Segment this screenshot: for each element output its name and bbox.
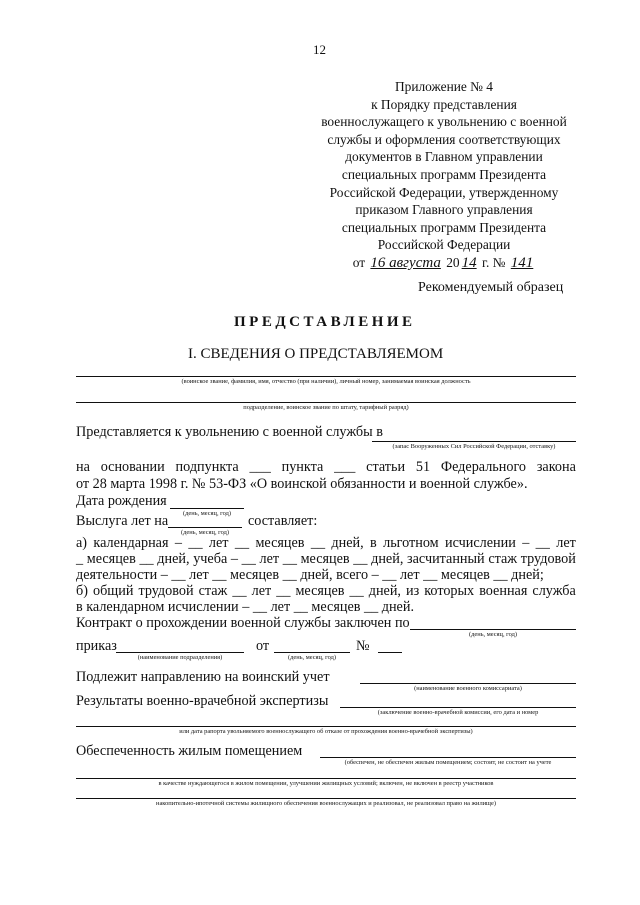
date-prefix: от bbox=[352, 254, 366, 270]
handwritten-order-number: 141 bbox=[510, 254, 534, 271]
basis-line-2: от 28 марта 1998 г. № 53-ФЗ «О воинской обязанности и военной службе». bbox=[76, 476, 528, 492]
appendix-line: военнослужащего к увольнению с военной bbox=[321, 114, 567, 130]
medical-refusal-field[interactable] bbox=[76, 726, 576, 727]
housing-caption-1: (обеспечен, не обеспечен жилым помещением; состоит, не состоит на учете bbox=[344, 759, 552, 766]
dob-field[interactable] bbox=[170, 508, 244, 509]
appendix-line: Российской Федерации bbox=[377, 237, 511, 253]
medical-refusal-caption: или дата рапорта увольняемого военнослужащего об отказе от прохождения военно-врачебной экспертизы) bbox=[179, 728, 473, 735]
service-suffix: составляет: bbox=[248, 513, 318, 529]
appendix-line: документов в Главном управлении bbox=[345, 149, 543, 165]
service-date-caption: (день, месяц, год) bbox=[180, 529, 230, 536]
appendix-line: приказом Главного управления bbox=[355, 202, 533, 218]
handwritten-date: 16 августа bbox=[370, 254, 441, 271]
contract-date-caption: (день, месяц, год) bbox=[468, 631, 518, 638]
appendix-line: специальных программ Президента bbox=[341, 219, 547, 235]
appendix-line: к Порядку представления bbox=[371, 96, 517, 112]
commissariat-field[interactable] bbox=[360, 683, 576, 684]
medical-label: Результаты военно-врачебной экспертизы bbox=[76, 693, 329, 709]
appendix-date-line bbox=[300, 254, 588, 273]
unit-field[interactable] bbox=[76, 402, 576, 403]
housing-field-3[interactable] bbox=[76, 798, 576, 799]
dob-caption: (день, месяц, год) bbox=[182, 510, 232, 517]
page-number: 12 bbox=[313, 42, 326, 57]
calendar-line-3: деятельности – __ лет __ месяцев __ дней, всего – __ лет __ месяцев __ дней; bbox=[76, 567, 544, 583]
rank-name-caption: (воинское звание, фамилия, имя, отчество (при наличии), личный номер, занимаемая воинская должность bbox=[181, 378, 471, 385]
section-title: I. СВЕДЕНИЯ О ПРЕДСТАВЛЯЕМОМ bbox=[188, 346, 444, 362]
appendix-header bbox=[300, 78, 588, 273]
basis-line: на основании подпункта ___ пункта ___ статьи 51 Федерального закона bbox=[76, 459, 576, 475]
order-date-caption: (день, месяц, год) bbox=[287, 654, 337, 661]
reserve-caption: (запас Вооруженных Сил Российской Федерации, отставку) bbox=[392, 443, 556, 450]
calendar-line: а) календарная – __ лет __ месяцев __ дней, в льготном исчислении – __ лет bbox=[76, 535, 576, 551]
medical-field[interactable] bbox=[340, 707, 576, 708]
commissariat-caption: (наименование военного комиссариата) bbox=[414, 685, 522, 692]
housing-field[interactable] bbox=[320, 757, 576, 758]
recommended-sample-label: Рекомендуемый образец bbox=[418, 280, 564, 295]
housing-caption-2: в качестве нуждающегося в жилом помещении, улучшении жилищных условий; включен, не включен в реестр участников bbox=[158, 780, 494, 787]
housing-caption-3: накопительно-ипотечной системы жилищного обеспечения военнослужащих и реализовал, не реализовал право на жилище) bbox=[156, 800, 496, 807]
order-from-label: от bbox=[256, 638, 270, 654]
date-year-prefix: 20 bbox=[446, 254, 460, 270]
appendix-line: службы и оформления соответствующих bbox=[327, 131, 561, 147]
service-prefix: Выслуга лет на bbox=[76, 513, 169, 529]
dismissal-label: Представляется к увольнению с военной службы в bbox=[76, 424, 383, 440]
date-number-label: г. № bbox=[481, 254, 506, 270]
order-date-field[interactable] bbox=[274, 652, 350, 653]
rank-name-field[interactable] bbox=[76, 376, 576, 377]
order-number-label: № bbox=[356, 638, 370, 654]
medical-caption: (заключение военно-врачебной комиссии, его дата и номер bbox=[377, 709, 539, 716]
unit-caption: подразделение, воинское звание по штату, тарифный разряд) bbox=[243, 404, 409, 411]
order-label: приказ bbox=[76, 638, 117, 654]
appendix-line: специальных программ Президента bbox=[341, 166, 547, 182]
contract-label: Контракт о прохождении военной службы заключен по bbox=[76, 615, 410, 631]
dob-label: Дата рождения bbox=[76, 493, 167, 509]
appendix-line: Приложение № 4 bbox=[394, 79, 494, 94]
general-experience-line: б) общий трудовой стаж __ лет __ месяцев __ дней, из которых военная служба bbox=[76, 583, 576, 599]
general-experience-line-2: в календарном исчислении – __ лет __ месяцев __ дней. bbox=[76, 599, 414, 615]
document-title: ПРЕДСТАВЛЕНИЕ bbox=[234, 314, 416, 330]
calendar-line-2: _ месяцев __ дней, учеба – __ лет __ месяцев __ дней, засчитанный стаж трудовой bbox=[76, 551, 576, 567]
handwritten-year: 14 bbox=[461, 254, 477, 271]
housing-field-2[interactable] bbox=[76, 778, 576, 779]
order-unit-field[interactable] bbox=[116, 652, 244, 653]
reserve-field[interactable] bbox=[372, 441, 576, 442]
housing-label: Обеспеченность жилым помещением bbox=[76, 743, 303, 759]
order-unit-caption: (наименование подразделения) bbox=[137, 654, 223, 661]
order-number-field[interactable] bbox=[378, 652, 402, 653]
contract-date-field[interactable] bbox=[410, 629, 576, 630]
appendix-line: Российской Федерации, утвержденному bbox=[329, 184, 559, 200]
military-registration-label: Подлежит направлению на воинский учет bbox=[76, 669, 330, 685]
service-date-field[interactable] bbox=[168, 527, 242, 528]
